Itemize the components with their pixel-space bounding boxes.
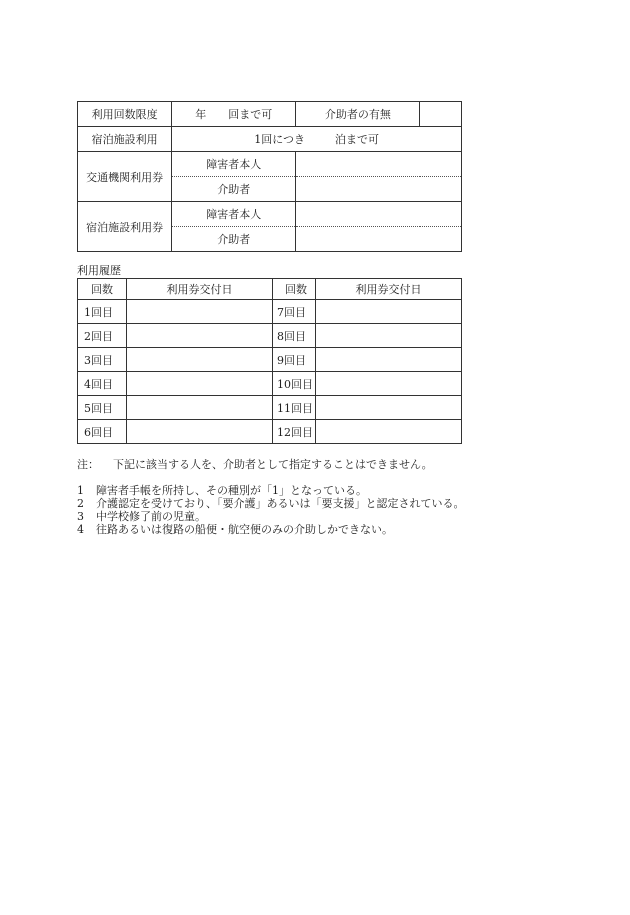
transport-helper-cell[interactable] — [296, 177, 462, 202]
lodging-ticket-label: 宿泊施設利用券 — [78, 202, 172, 252]
usage-history-table — [77, 278, 462, 444]
lodging-ticket-row-self — [78, 202, 462, 227]
history-date-cell[interactable] — [316, 372, 462, 396]
lodging-row — [78, 127, 462, 152]
history-header-row — [78, 279, 462, 300]
usage-limit-label: 利用回数限度 — [78, 102, 172, 127]
lodging-value — [172, 127, 462, 152]
limit-times-text: 回まで可 — [228, 108, 273, 121]
history-date-cell[interactable] — [127, 372, 273, 396]
note-number: 1 — [77, 484, 84, 497]
transport-ticket-label: 交通機関利用券 — [78, 152, 172, 202]
history-date-cell[interactable] — [316, 300, 462, 324]
history-row-label: 2回目 — [78, 324, 127, 348]
history-col-date: 利用券交付日 — [316, 279, 462, 300]
usage-limit-value — [172, 102, 296, 127]
table-row — [78, 396, 462, 420]
history-row-label: 9回目 — [273, 348, 316, 372]
table-row — [78, 372, 462, 396]
history-date-cell[interactable] — [316, 396, 462, 420]
lodging-self-cell[interactable] — [296, 202, 462, 227]
history-date-cell[interactable] — [316, 420, 462, 444]
usage-info-table — [77, 101, 462, 252]
history-date-cell[interactable] — [316, 348, 462, 372]
history-row-label: 8回目 — [273, 324, 316, 348]
table-row — [78, 324, 462, 348]
history-col-count: 回数 — [78, 279, 127, 300]
history-row-label: 12回目 — [273, 420, 316, 444]
transport-helper-label: 介助者 — [172, 177, 296, 202]
history-row-label: 7回目 — [273, 300, 316, 324]
table-row — [78, 300, 462, 324]
lodging-nights-text: 泊まで可 — [335, 133, 380, 146]
transport-ticket-row-self — [78, 152, 462, 177]
lodging-helper-label: 介助者 — [172, 227, 296, 252]
lodging-helper-cell[interactable] — [296, 227, 462, 252]
transport-self-label: 障害者本人 — [172, 152, 296, 177]
table-row — [78, 420, 462, 444]
notes-prefix: 注： — [77, 458, 99, 471]
history-row-label: 11回目 — [273, 396, 316, 420]
history-date-cell[interactable] — [127, 420, 273, 444]
list-item — [77, 484, 467, 497]
lodging-self-label: 障害者本人 — [172, 202, 296, 227]
notes-intro: 下記に該当する人を、介助者として指定することはできません。 — [113, 458, 433, 471]
usage-limit-row — [78, 102, 462, 127]
history-row-label: 5回目 — [78, 396, 127, 420]
list-item — [77, 510, 467, 523]
history-col-count: 回数 — [273, 279, 316, 300]
notes-intro-line — [77, 458, 467, 471]
table-row — [78, 348, 462, 372]
history-row-label: 3回目 — [78, 348, 127, 372]
transport-self-cell[interactable] — [296, 152, 462, 177]
note-number: 3 — [77, 510, 84, 523]
note-text: 往路あるいは復路の船便・航空便のみの介助しかできない。 — [96, 523, 393, 536]
notes-section — [77, 458, 467, 536]
note-number: 2 — [77, 497, 84, 510]
list-item — [77, 523, 467, 536]
lodging-label: 宿泊施設利用 — [78, 127, 172, 152]
history-row-label: 6回目 — [78, 420, 127, 444]
history-row-label: 4回目 — [78, 372, 127, 396]
history-row-label: 10回目 — [273, 372, 316, 396]
history-title: 利用履歴 — [77, 264, 121, 277]
history-row-label: 1回目 — [78, 300, 127, 324]
helper-presence-label: 介助者の有無 — [296, 102, 420, 127]
helper-presence-cell[interactable] — [420, 102, 462, 127]
history-date-cell[interactable] — [127, 348, 273, 372]
notes-list — [77, 484, 467, 536]
note-number: 4 — [77, 523, 84, 536]
note-text: 障害者手帳を所持し、その種別が「1」となっている。 — [96, 484, 367, 497]
history-date-cell[interactable] — [127, 396, 273, 420]
list-item — [77, 497, 467, 510]
note-text: 介護認定を受けており、「要介護」あるいは「要支援」と認定されている。 — [96, 497, 465, 510]
history-col-date: 利用券交付日 — [127, 279, 273, 300]
limit-year-text: 年 — [195, 108, 207, 121]
note-text: 中学校修了前の児童。 — [96, 510, 206, 523]
history-date-cell[interactable] — [127, 324, 273, 348]
history-date-cell[interactable] — [316, 324, 462, 348]
history-date-cell[interactable] — [127, 300, 273, 324]
lodging-per-text: 1回につき — [254, 133, 306, 146]
